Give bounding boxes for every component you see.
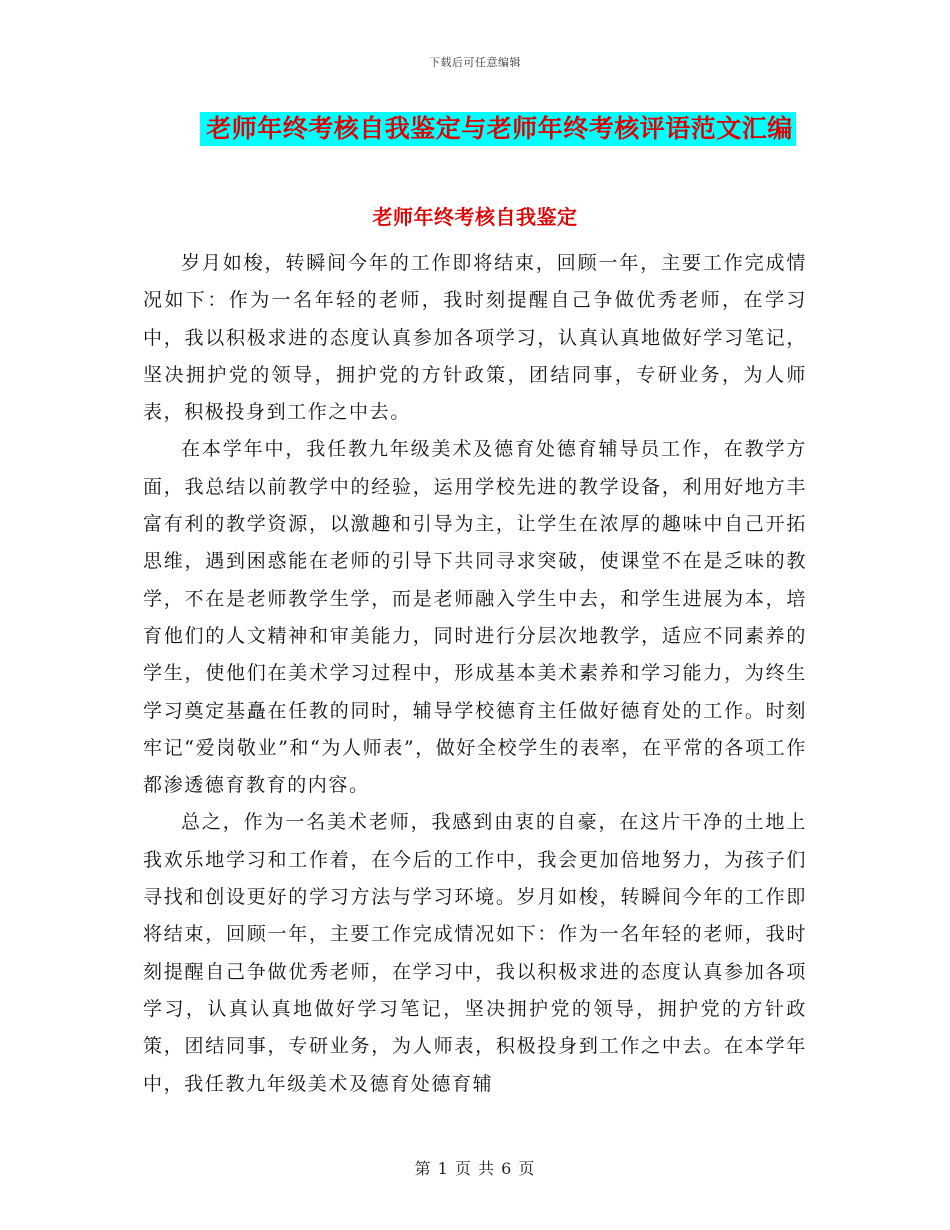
main-title: 老师年终考核自我鉴定与老师年终考核评语范文汇编 bbox=[200, 112, 796, 146]
paragraph-3: 总之，作为一名美术老师，我感到由衷的自豪，在这片干净的土地上我欢乐地学习和工作着，在今后的工作中，我会更加倍地努力，为孩子们寻找和创设更好的学习方法与学习环境。岁月如梭，转瞬间今年的工作即将结束，回顾一年，主要工作完成情况如下：作为一名年轻的老师，我时刻提醒自己争做优秀老师，在学习中，我以积极求进的态度认真参加各项学习，认真认真地做好学习笔记，坚决拥护党的领导，拥护党的方针政策，团结同事，专研业务，为人师表，积极投身到工作之中去。在本学年中，我任教九年级美术及德育处德育辅 bbox=[143, 811, 807, 1095]
body-text bbox=[143, 245, 807, 1103]
paragraph-1: 岁月如梭，转瞬间今年的工作即将结束，回顾一年，主要工作完成情况如下：作为一名年轻的老师，我时刻提醒自己争做优秀老师，在学习中，我以积极求进的态度认真参加各项学习，认真认真地做好学习笔记，坚决拥护党的领导，拥护党的方针政策，团结同事，专研业务，为人师表，积极投身到工作之中去。 bbox=[143, 252, 807, 424]
main-title-container bbox=[0, 112, 950, 146]
header-note: 下载后可任意编辑 bbox=[429, 56, 521, 69]
section-title: 老师年终考核自我鉴定 bbox=[372, 205, 578, 229]
paragraph-2: 在本学年中，我任教九年级美术及德育处德育辅导员工作，在教学方面，我总结以前教学中的经验，运用学校先进的教学设备，利用好地方丰富有利的教学资源，以激趣和引导为主，让学生在浓厚的趣味中自己开拓思维，遇到困惑能在老师的引导下共同寻求突破，使课堂不在是乏味的教学，不在是老师教学生学，而是老师融入学生中去，和学生进展为本，培育他们的人文精神和审美能力，同时进行分层次地教学，适应不同素养的学生，使他们在美术学习过程中，形成基本美术素养和学习能力，为终生学习奠定基矗在任教的同时，辅导学校德育主任做好德育处的工作。时刻牢记“爱岗敬业”和“为人师表”，做好全校学生的表率，在平常的各项工作都渗透德育教育的内容。 bbox=[143, 438, 807, 797]
page-footer: 第 1 页 共 6 页 bbox=[414, 1159, 536, 1178]
